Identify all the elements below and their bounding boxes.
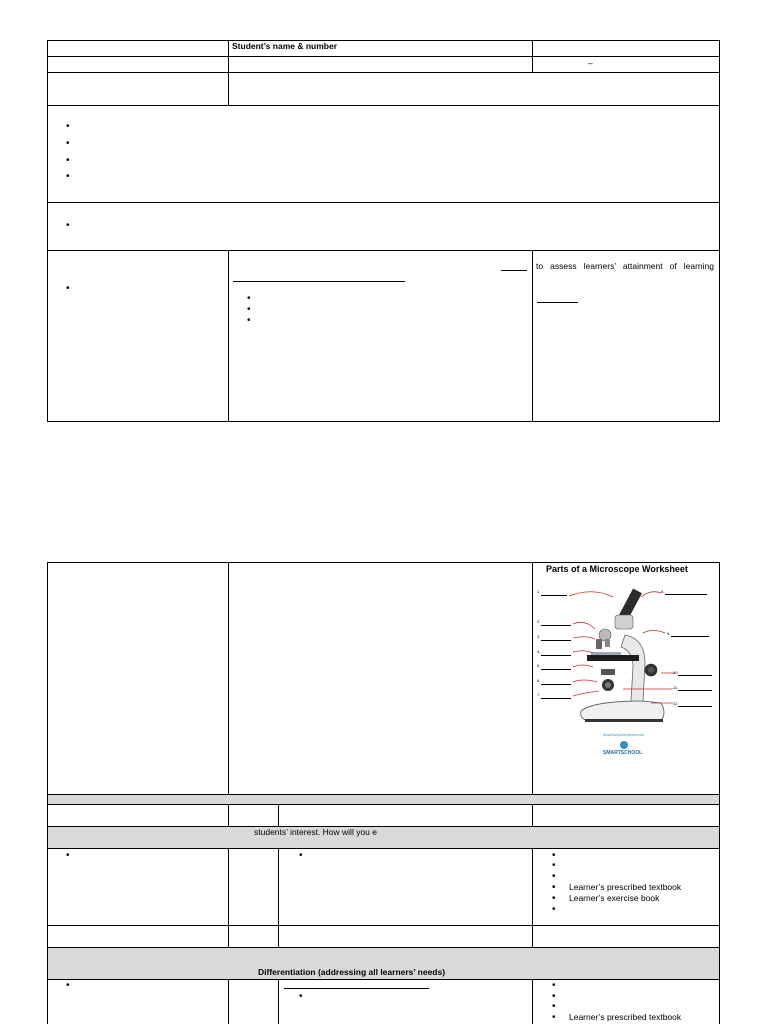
bullet: • (247, 293, 251, 304)
section-band (48, 794, 719, 805)
worksheet-title: Parts of a Microscope Worksheet (546, 564, 688, 574)
label-num: 6. (537, 678, 541, 683)
label-num: 1. (537, 589, 541, 594)
label-num: 4. (537, 649, 541, 654)
student-name-header: Student’s name & number (232, 41, 338, 51)
blank-line (284, 988, 429, 989)
differentiation-heading: Differentiation (addressing all learners’ needs) (258, 967, 446, 977)
brand-logo: SMARTSCHOOL (603, 750, 643, 756)
resource-item: Learner’s prescribed textbook (569, 1012, 682, 1022)
interest-text: students’ interest. How will you e (254, 827, 377, 837)
microscope-worksheet (533, 563, 718, 761)
bullet: • (66, 220, 70, 231)
label-num: 11. (673, 685, 679, 690)
bullet: • (552, 882, 556, 893)
bullet: • (247, 315, 251, 326)
label-num: 5. (537, 663, 541, 668)
bullet: • (66, 121, 70, 132)
bullet: • (552, 904, 556, 915)
label-num: 2. (537, 619, 541, 624)
logo-icon (620, 741, 628, 749)
resource-item: Learner’s exercise book (569, 893, 660, 903)
bullet: • (552, 1001, 556, 1012)
bullet: • (66, 283, 70, 294)
blank-line (233, 281, 405, 282)
bullet: • (552, 850, 556, 861)
blank-line (501, 270, 527, 271)
bullet: • (66, 850, 70, 861)
bullet: • (66, 155, 70, 166)
bullet: • (66, 171, 70, 182)
dash-mark: – (588, 58, 593, 68)
label-num: 3. (537, 634, 541, 639)
bullet: • (247, 304, 251, 315)
bullet: • (299, 991, 303, 1002)
label-num: 10. (673, 670, 679, 675)
bullet: • (299, 850, 303, 861)
bullet: • (552, 1012, 556, 1023)
bullet: • (552, 893, 556, 904)
worksheet-url: SmartSchoolSystems.com (603, 733, 645, 737)
label-num: 8. (661, 589, 665, 594)
label-num: 9. (667, 631, 671, 636)
blank-line (537, 302, 578, 303)
bullet: • (66, 980, 70, 991)
label-num: 12. (673, 701, 679, 706)
bullet: • (552, 871, 556, 882)
interest-band (48, 826, 719, 849)
bullet: • (552, 860, 556, 871)
resource-item: Learner’s prescribed textbook (569, 882, 682, 892)
bullet: • (552, 991, 556, 1002)
assessment-text: to assess learners’ attainment of learning (536, 261, 714, 271)
bullet: • (66, 138, 70, 149)
label-num: 7. (537, 692, 541, 697)
bullet: • (552, 980, 556, 991)
